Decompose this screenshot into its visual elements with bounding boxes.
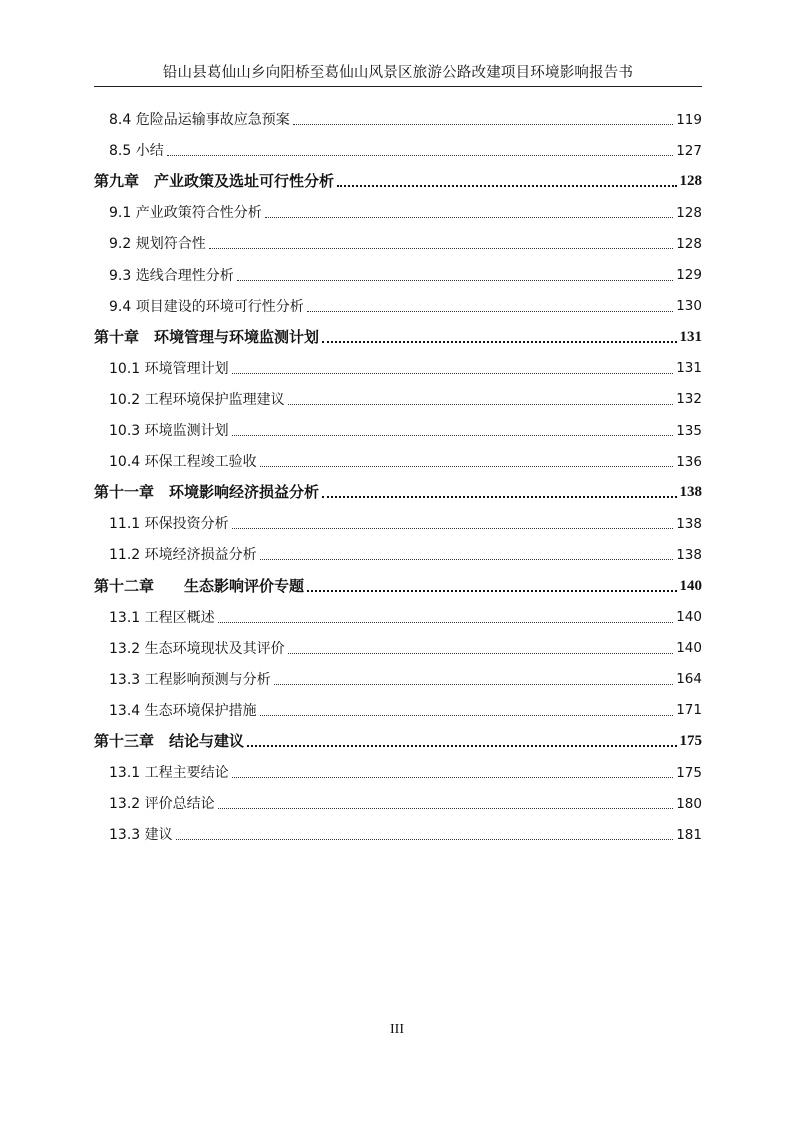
- dot-leader: [260, 559, 674, 560]
- toc-entry-label: 11.1 环保投资分析: [109, 516, 229, 533]
- toc-entry-page-number: 138: [676, 515, 702, 532]
- toc-entry-page-number: 175: [679, 732, 702, 749]
- toc-entry-label: 10.4 环保工程竣工验收: [109, 454, 257, 471]
- toc-section-entry[interactable]: [94, 660, 702, 691]
- toc-entry-page-number: 119: [676, 111, 702, 128]
- toc-section-entry[interactable]: [94, 411, 702, 442]
- dot-leader: [322, 496, 676, 498]
- dot-leader: [337, 185, 676, 187]
- toc-entry-label: 第十二章 生态影响评价专题: [94, 576, 305, 595]
- toc-entry-label: 11.2 环境经济损益分析: [109, 547, 257, 564]
- toc-section-entry[interactable]: [94, 193, 702, 224]
- toc-entry-label: 第十一章 环境影响经济损益分析: [94, 483, 320, 502]
- toc-entry-label: 13.2 生态环境现状及其评价: [109, 640, 285, 657]
- toc-section-entry[interactable]: [94, 442, 702, 473]
- dot-leader: [232, 528, 674, 529]
- dot-leader: [293, 124, 674, 125]
- toc-entry-page-number: 135: [676, 422, 702, 439]
- dot-leader: [232, 373, 674, 374]
- toc-entry-page-number: 140: [679, 577, 702, 594]
- toc-section-entry[interactable]: [94, 784, 702, 815]
- dot-leader: [218, 808, 674, 809]
- toc-entry-label: 13.4 生态环境保护措施: [109, 702, 257, 719]
- header-rule: [94, 86, 702, 87]
- dot-leader: [322, 341, 676, 343]
- toc-entry-page-number: 132: [676, 391, 702, 408]
- toc-entry-page-number: 130: [676, 298, 702, 315]
- toc-section-entry[interactable]: [94, 815, 702, 846]
- toc-section-entry[interactable]: [94, 598, 702, 629]
- toc-section-entry[interactable]: [94, 380, 702, 411]
- toc-chapter-entry[interactable]: [94, 473, 702, 504]
- toc-chapter-entry[interactable]: [94, 722, 702, 753]
- toc-entry-label: 13.3 建议: [109, 827, 173, 844]
- toc-entry-label: 第十三章 结论与建议: [94, 731, 245, 750]
- dot-leader: [307, 311, 674, 312]
- toc-entry-page-number: 138: [679, 484, 702, 501]
- toc-entry-label: 10.2 工程环境保护监理建议: [109, 391, 285, 408]
- dot-leader: [167, 155, 674, 156]
- toc-entry-label: 13.2 评价总结论: [109, 796, 215, 813]
- toc-entry-label: 9.1 产业政策符合性分析: [109, 205, 262, 222]
- dot-leader: [232, 777, 674, 778]
- toc-entry-label: 9.2 规划符合性: [109, 236, 206, 253]
- toc-entry-label: 9.3 选线合理性分析: [109, 267, 234, 284]
- toc-entry-page-number: 180: [676, 795, 702, 812]
- toc-entry-page-number: 175: [676, 764, 702, 781]
- dot-leader: [232, 435, 674, 436]
- dot-leader: [247, 745, 676, 747]
- toc-entry-page-number: 131: [676, 360, 702, 377]
- toc-entry-label: 第十章 环境管理与环境监测计划: [94, 327, 320, 346]
- toc-section-entry[interactable]: [94, 504, 702, 535]
- dot-leader: [288, 404, 674, 405]
- dot-leader: [218, 622, 674, 623]
- toc-chapter-entry[interactable]: [94, 318, 702, 349]
- toc-entry-label: 10.1 环境管理计划: [109, 360, 229, 377]
- toc-entry-label: 8.4 危险品运输事故应急预案: [109, 112, 290, 129]
- toc-entry-page-number: 164: [676, 671, 702, 688]
- page-number: III: [390, 1022, 404, 1037]
- toc-chapter-entry[interactable]: [94, 162, 702, 193]
- running-header: 铅山县葛仙山乡向阳桥至葛仙山风景区旅游公路改建项目环境影响报告书: [162, 65, 634, 81]
- dot-leader: [176, 839, 674, 840]
- dot-leader: [237, 280, 674, 281]
- toc-entry-page-number: 128: [676, 204, 702, 221]
- dot-leader: [307, 590, 676, 592]
- toc-section-entry[interactable]: [94, 100, 702, 131]
- toc-section-entry[interactable]: [94, 753, 702, 784]
- toc-entry-page-number: 140: [676, 640, 702, 657]
- toc-entry-label: 13.3 工程影响预测与分析: [109, 671, 271, 688]
- toc-section-entry[interactable]: [94, 629, 702, 660]
- toc-entry-page-number: 171: [676, 702, 702, 719]
- toc-entry-page-number: 131: [679, 328, 702, 345]
- toc-entry-label: 第九章 产业政策及选址可行性分析: [94, 172, 335, 191]
- toc-section-entry[interactable]: [94, 131, 702, 162]
- toc-entry-page-number: 128: [676, 235, 702, 252]
- toc-section-entry[interactable]: [94, 287, 702, 318]
- dot-leader: [274, 684, 674, 685]
- toc-section-entry[interactable]: [94, 224, 702, 255]
- toc-entry-page-number: 138: [676, 546, 702, 563]
- toc-entry-label: 9.4 项目建设的环境可行性分析: [109, 298, 304, 315]
- dot-leader: [260, 466, 674, 467]
- toc-entry-page-number: 140: [676, 609, 702, 626]
- dot-leader: [260, 715, 674, 716]
- toc-entry-page-number: 128: [679, 173, 702, 190]
- toc-section-entry[interactable]: [94, 255, 702, 286]
- toc-entry-page-number: 181: [676, 826, 702, 843]
- toc-entry-label: 13.1 工程主要结论: [109, 765, 229, 782]
- toc-section-entry[interactable]: [94, 691, 702, 722]
- dot-leader: [288, 653, 674, 654]
- toc-entry-label: 8.5 小结: [109, 143, 164, 160]
- toc-entry-label: 13.1 工程区概述: [109, 609, 215, 626]
- toc-chapter-entry[interactable]: [94, 566, 702, 597]
- toc-entry-page-number: 129: [676, 267, 702, 284]
- toc-entry-label: 10.3 环境监测计划: [109, 423, 229, 440]
- toc-section-entry[interactable]: [94, 349, 702, 380]
- toc-section-entry[interactable]: [94, 535, 702, 566]
- table-of-contents: [94, 100, 702, 846]
- dot-leader: [209, 248, 674, 249]
- toc-entry-page-number: 136: [676, 453, 702, 470]
- dot-leader: [265, 217, 674, 218]
- toc-entry-page-number: 127: [676, 142, 702, 159]
